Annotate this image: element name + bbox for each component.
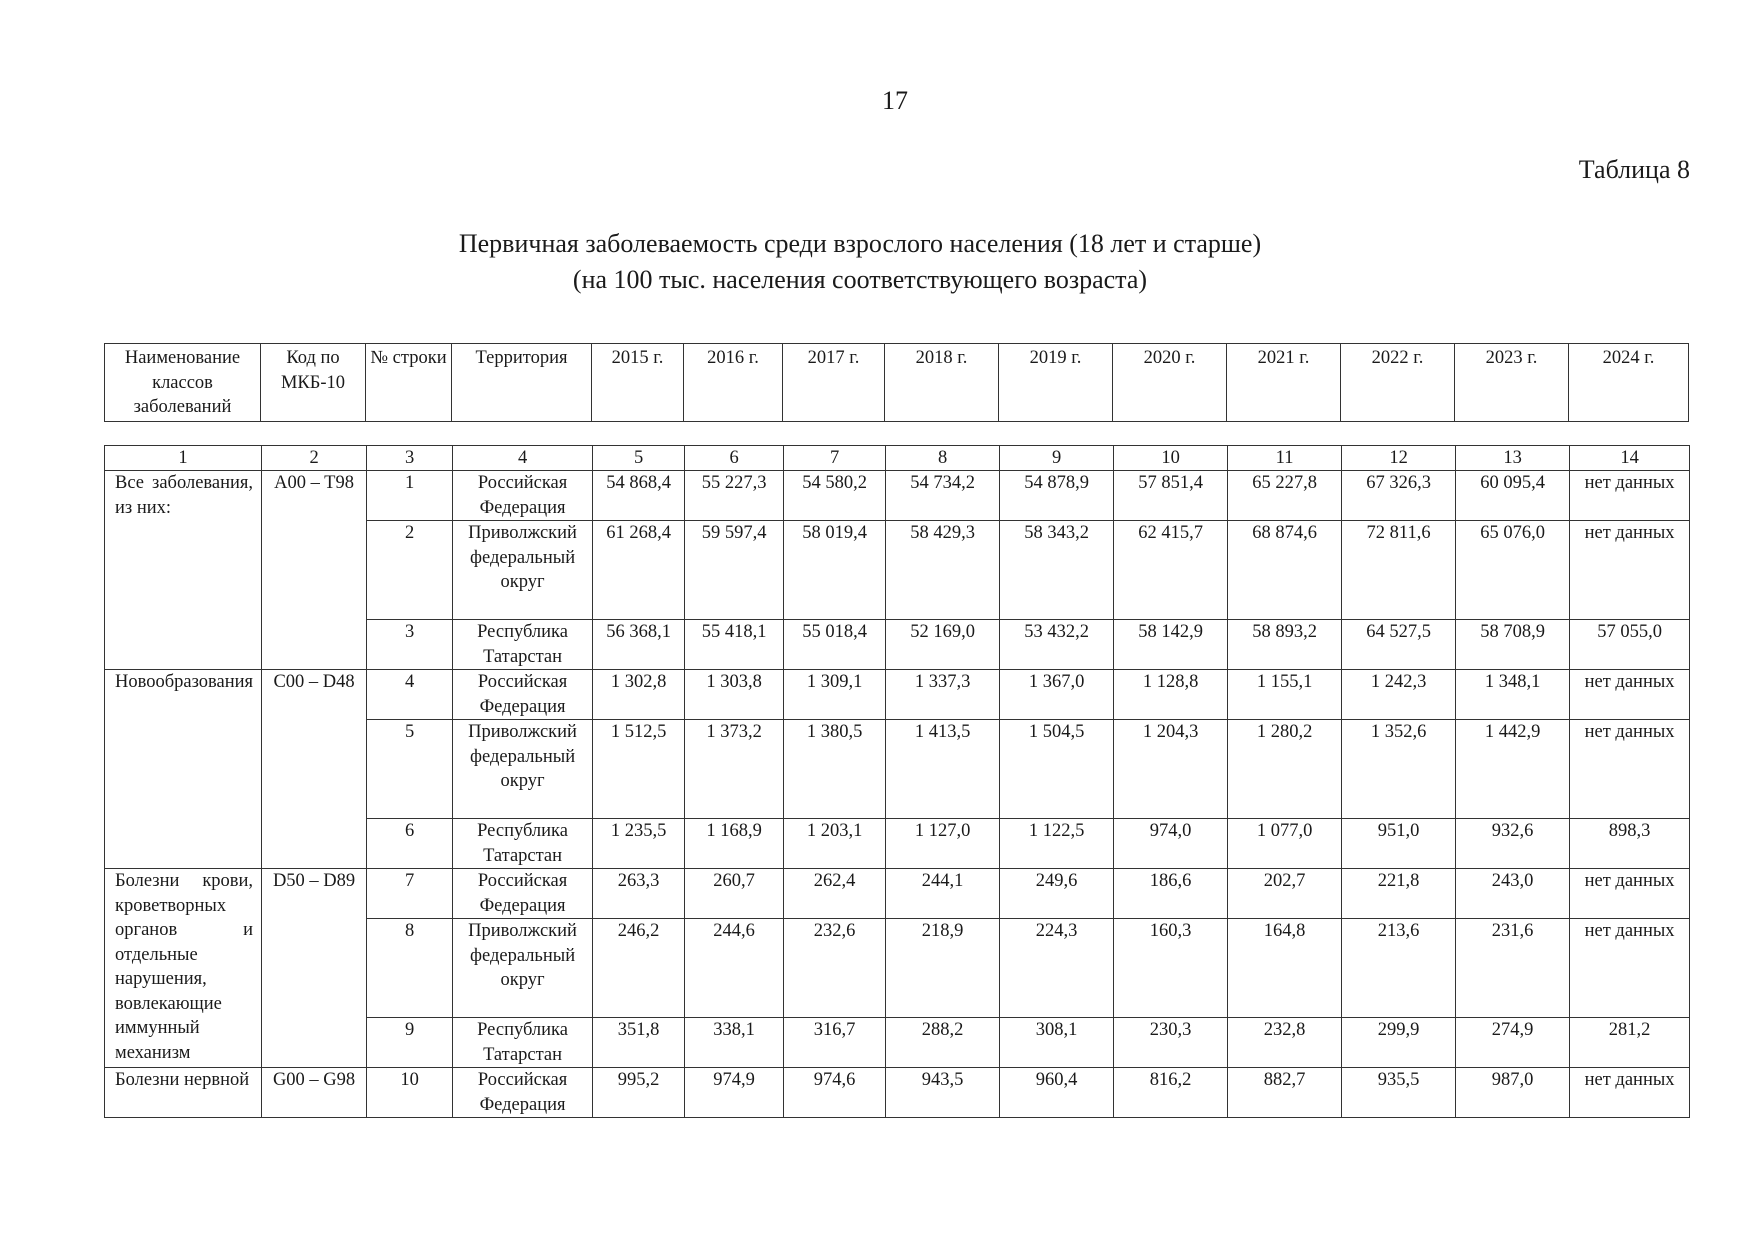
header-year: 2015 г. (592, 344, 684, 422)
value-cell: 1 235,5 (593, 819, 685, 869)
value-cell: 898,3 (1570, 819, 1690, 869)
value-cell: 1 302,8 (593, 670, 685, 720)
value-cell: 1 127,0 (886, 819, 1000, 869)
value-cell: 54 868,4 (593, 471, 685, 521)
value-cell: 987,0 (1456, 1068, 1570, 1118)
value-cell: 974,0 (1114, 819, 1228, 869)
value-cell: 1 512,5 (593, 720, 685, 819)
header-disease-class: Наименование классов заболеваний (105, 344, 261, 422)
table-row (105, 471, 1690, 521)
value-cell: 53 432,2 (1000, 620, 1114, 670)
table-title-line-2: (на 100 тыс. населения соответствующего возраста) (572, 265, 1148, 294)
value-cell: 1 168,9 (685, 819, 784, 869)
column-number: 13 (1456, 446, 1570, 471)
row-number-cell: 5 (367, 720, 453, 819)
value-cell: 1 203,1 (784, 819, 886, 869)
value-cell: 52 169,0 (886, 620, 1000, 670)
row-number-cell: 8 (367, 919, 453, 1018)
value-cell: 58 019,4 (784, 521, 886, 620)
value-cell: 1 204,3 (1114, 720, 1228, 819)
value-cell: нет данных (1570, 869, 1690, 919)
icd-code-cell: D50 – D89 (262, 869, 367, 1068)
value-cell: нет данных (1570, 670, 1690, 720)
header-year: 2020 г. (1113, 344, 1227, 422)
header-icd-code: Код по МКБ-10 (261, 344, 366, 422)
header-row-number: № строки (366, 344, 452, 422)
column-number: 8 (886, 446, 1000, 471)
territory-cell: Республика Татарстан (453, 620, 593, 670)
value-cell: 281,2 (1570, 1018, 1690, 1068)
column-number: 12 (1342, 446, 1456, 471)
page-number: 17 (882, 86, 908, 115)
icd-code-cell: C00 – D48 (262, 670, 367, 869)
value-cell: 1 380,5 (784, 720, 886, 819)
value-cell: 935,5 (1342, 1068, 1456, 1118)
value-cell: 249,6 (1000, 869, 1114, 919)
value-cell: 57 055,0 (1570, 620, 1690, 670)
header-territory: Территория (452, 344, 592, 422)
value-cell: нет данных (1570, 919, 1690, 1018)
value-cell: 1 367,0 (1000, 670, 1114, 720)
value-cell: 1 303,8 (685, 670, 784, 720)
value-cell: 55 227,3 (685, 471, 784, 521)
header-year: 2024 г. (1569, 344, 1689, 422)
value-cell: 1 280,2 (1228, 720, 1342, 819)
disease-class-name: Все заболевания, из них: (115, 473, 254, 518)
row-number-cell: 4 (367, 670, 453, 720)
table-title-line-1: Первичная заболеваемость среди взрослого населения (18 лет и старше) (458, 229, 1262, 258)
value-cell: 263,3 (593, 869, 685, 919)
value-cell: 55 418,1 (685, 620, 784, 670)
row-number-cell: 7 (367, 869, 453, 919)
territory-cell: Российская Федерация (453, 869, 593, 919)
column-number: 3 (367, 446, 453, 471)
value-cell: 54 580,2 (784, 471, 886, 521)
value-cell: 72 811,6 (1342, 521, 1456, 620)
value-cell: 1 348,1 (1456, 670, 1570, 720)
disease-class-name: Болезни нервной (115, 1070, 250, 1090)
value-cell: 56 368,1 (593, 620, 685, 670)
disease-class-cell (105, 869, 262, 1068)
value-cell: 65 076,0 (1456, 521, 1570, 620)
value-cell: 62 415,7 (1114, 521, 1228, 620)
table-row (105, 869, 1690, 919)
value-cell: 974,9 (685, 1068, 784, 1118)
value-cell: 186,6 (1114, 869, 1228, 919)
value-cell: 1 122,5 (1000, 819, 1114, 869)
territory-cell: Республика Татарстан (453, 819, 593, 869)
value-cell: 816,2 (1114, 1068, 1228, 1118)
value-cell: 262,4 (784, 869, 886, 919)
row-number-cell: 3 (367, 620, 453, 670)
value-cell: 244,1 (886, 869, 1000, 919)
value-cell: 58 142,9 (1114, 620, 1228, 670)
row-number-cell: 2 (367, 521, 453, 620)
value-cell: 316,7 (784, 1018, 886, 1068)
value-cell: 308,1 (1000, 1018, 1114, 1068)
header-table (104, 343, 1689, 422)
value-cell: 231,6 (1456, 919, 1570, 1018)
territory-cell: Приволжский федеральный округ (453, 521, 593, 620)
disease-class-name: Болезни крови, кроветворных органов и отдельные нарушения, вовлекающие иммунный механизм (115, 871, 254, 1063)
value-cell: 974,6 (784, 1068, 886, 1118)
value-cell: 232,8 (1228, 1018, 1342, 1068)
value-cell: 213,6 (1342, 919, 1456, 1018)
header-year: 2016 г. (684, 344, 783, 422)
value-cell: 61 268,4 (593, 521, 685, 620)
value-cell: 274,9 (1456, 1018, 1570, 1068)
value-cell: нет данных (1570, 471, 1690, 521)
value-cell: 1 504,5 (1000, 720, 1114, 819)
value-cell: нет данных (1570, 521, 1690, 620)
disease-class-cell (105, 471, 262, 670)
value-cell: 164,8 (1228, 919, 1342, 1018)
territory-cell: Приволжский федеральный округ (453, 919, 593, 1018)
column-number: 11 (1228, 446, 1342, 471)
value-cell: нет данных (1570, 1068, 1690, 1118)
header-year: 2021 г. (1227, 344, 1341, 422)
value-cell: 68 874,6 (1228, 521, 1342, 620)
value-cell: 1 128,8 (1114, 670, 1228, 720)
value-cell: 57 851,4 (1114, 471, 1228, 521)
value-cell: 59 597,4 (685, 521, 784, 620)
value-cell: 60 095,4 (1456, 471, 1570, 521)
row-number-cell: 6 (367, 819, 453, 869)
row-number-cell: 1 (367, 471, 453, 521)
value-cell: 338,1 (685, 1018, 784, 1068)
value-cell: 1 413,5 (886, 720, 1000, 819)
value-cell: 1 309,1 (784, 670, 886, 720)
column-number: 4 (453, 446, 593, 471)
value-cell: 224,3 (1000, 919, 1114, 1018)
value-cell: нет данных (1570, 720, 1690, 819)
value-cell: 943,5 (886, 1068, 1000, 1118)
table-row (105, 1068, 1690, 1118)
value-cell: 288,2 (886, 1018, 1000, 1068)
header-year: 2022 г. (1341, 344, 1455, 422)
value-cell: 1 373,2 (685, 720, 784, 819)
disease-class-cell (105, 1068, 262, 1118)
value-cell: 232,6 (784, 919, 886, 1018)
header-year: 2017 г. (783, 344, 885, 422)
value-cell: 58 893,2 (1228, 620, 1342, 670)
value-cell: 58 429,3 (886, 521, 1000, 620)
column-number: 2 (262, 446, 367, 471)
value-cell: 55 018,4 (784, 620, 886, 670)
territory-cell: Республика Татарстан (453, 1018, 593, 1068)
value-cell: 351,8 (593, 1018, 685, 1068)
value-cell: 960,4 (1000, 1068, 1114, 1118)
column-number: 7 (784, 446, 886, 471)
disease-class-name: Новообразования (115, 672, 254, 692)
value-cell: 67 326,3 (1342, 471, 1456, 521)
value-cell: 54 734,2 (886, 471, 1000, 521)
icd-code-cell: A00 – T98 (262, 471, 367, 670)
column-number: 14 (1570, 446, 1690, 471)
data-table (104, 445, 1690, 1118)
row-number-cell: 9 (367, 1018, 453, 1068)
value-cell: 218,9 (886, 919, 1000, 1018)
value-cell: 221,8 (1342, 869, 1456, 919)
value-cell: 160,3 (1114, 919, 1228, 1018)
row-number-cell: 10 (367, 1068, 453, 1118)
value-cell: 243,0 (1456, 869, 1570, 919)
value-cell: 65 227,8 (1228, 471, 1342, 521)
table-row (105, 670, 1690, 720)
header-year: 2019 г. (999, 344, 1113, 422)
disease-class-cell (105, 670, 262, 869)
value-cell: 58 708,9 (1456, 620, 1570, 670)
value-cell: 995,2 (593, 1068, 685, 1118)
territory-cell: Российская Федерация (453, 471, 593, 521)
territory-cell: Приволжский федеральный округ (453, 720, 593, 819)
column-number: 5 (593, 446, 685, 471)
value-cell: 260,7 (685, 869, 784, 919)
header-year: 2023 г. (1455, 344, 1569, 422)
value-cell: 882,7 (1228, 1068, 1342, 1118)
value-cell: 1 352,6 (1342, 720, 1456, 819)
value-cell: 1 242,3 (1342, 670, 1456, 720)
value-cell: 299,9 (1342, 1018, 1456, 1068)
value-cell: 951,0 (1342, 819, 1456, 869)
value-cell: 1 442,9 (1456, 720, 1570, 819)
value-cell: 1 077,0 (1228, 819, 1342, 869)
table-title (0, 226, 1720, 298)
territory-cell: Российская Федерация (453, 1068, 593, 1118)
table-label: Таблица 8 (1578, 155, 1690, 184)
icd-code-cell: G00 – G98 (262, 1068, 367, 1118)
value-cell: 246,2 (593, 919, 685, 1018)
value-cell: 1 337,3 (886, 670, 1000, 720)
value-cell: 244,6 (685, 919, 784, 1018)
column-number: 6 (685, 446, 784, 471)
column-number: 9 (1000, 446, 1114, 471)
value-cell: 58 343,2 (1000, 521, 1114, 620)
value-cell: 230,3 (1114, 1018, 1228, 1068)
column-number: 10 (1114, 446, 1228, 471)
value-cell: 54 878,9 (1000, 471, 1114, 521)
header-year: 2018 г. (885, 344, 999, 422)
column-number: 1 (105, 446, 262, 471)
territory-cell: Российская Федерация (453, 670, 593, 720)
value-cell: 932,6 (1456, 819, 1570, 869)
value-cell: 64 527,5 (1342, 620, 1456, 670)
value-cell: 202,7 (1228, 869, 1342, 919)
value-cell: 1 155,1 (1228, 670, 1342, 720)
header-row (105, 344, 1689, 422)
column-numbers-row (105, 446, 1690, 471)
